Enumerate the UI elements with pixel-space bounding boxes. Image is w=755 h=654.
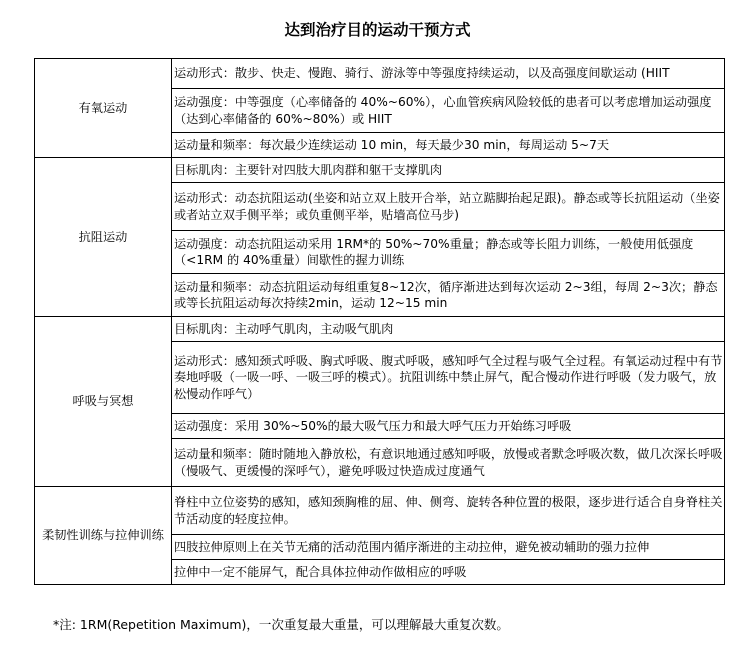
row-text: 运动形式：感知颈式呼吸、胸式呼吸、腹式呼吸，感知呼气全过程与吸气全过程。有氧运动过程中有节奏地呼吸（一吸一呼、一吸三呼的模式）。抗阻训练中禁止屏气，配合慢动作进行呼吸（发力吸气，放松慢动作呼气） xyxy=(172,342,725,414)
table-row xyxy=(35,317,725,342)
table-row xyxy=(35,59,725,89)
table-row xyxy=(35,487,725,535)
row-text: 运动强度：采用 30%~50%的最大吸气压力和最大呼气压力开始练习呼吸 xyxy=(172,414,725,439)
row-text: 脊柱中立位姿势的感知，感知颈胸椎的屈、伸、侧弯、旋转各种位置的极限，逐步进行适合自身脊柱关节活动度的轻度拉伸。 xyxy=(172,487,725,535)
category-cell-flexibility: 柔韧性训练与拉伸训练 xyxy=(35,487,172,585)
row-text: 拉伸中一定不能屏气，配合具体拉伸动作做相应的呼吸 xyxy=(172,560,725,585)
row-text: 目标肌肉：主动呼气肌肉，主动吸气肌肉 xyxy=(172,317,725,342)
footnote: *注: 1RM(Repetition Maximum)，一次重复最大重量，可以理解最大重复次数。 xyxy=(53,617,509,632)
row-text: 四肢拉伸原则上在关节无痛的活动范围内循序渐进的主动拉伸，避免被动辅助的强力拉伸 xyxy=(172,535,725,560)
page-title: 达到治疗目的运动干预方式 xyxy=(284,21,471,39)
exercise-intervention-table xyxy=(34,58,725,585)
row-text: 运动量和频率：动态抗阻运动每组重复8~12次，循序渐进达到每次运动 2~3组，每周 2~3次；静态或等长抗阻运动每次持续2min，运动 12~15 min xyxy=(172,274,725,317)
row-text: 运动形式：散步、快走、慢跑、骑行、游泳等中等强度持续运动，以及高强度间歇运动 (HIIT xyxy=(172,59,725,89)
row-text: 运动量和频率：随时随地入静放松，有意识地通过感知呼吸，放慢或者默念呼吸次数，做几次深长呼吸（慢吸气、更缓慢的深呼气），避免呼吸过快造成过度通气 xyxy=(172,439,725,487)
category-cell-aerobic: 有氧运动 xyxy=(35,59,172,158)
category-cell-breathing: 呼吸与冥想 xyxy=(35,317,172,487)
row-text: 运动强度：中等强度（心率储备的 40%~60%），心血管疾病风险较低的患者可以考虑增加运动强度（达到心率储备的 60%~80%）或 HIIT xyxy=(172,89,725,133)
row-text: 运动量和频率：每次最少连续运动 10 min，每天最少30 min，每周运动 5~7天 xyxy=(172,133,725,158)
table-row xyxy=(35,158,725,183)
row-text: 运动形式：动态抗阻运动(坐姿和站立双上肢开合举，站立踮脚抬起足跟)。静态或等长抗阻运动（坐姿或者站立双手侧平举；或负重侧平举，贴墙高位马步) xyxy=(172,183,725,231)
row-text: 运动强度：动态抗阻运动采用 1RM*的 50%~70%重量；静态或等长阻力训练，一般使用低强度（<1RM 的 40%重量）间歇性的握力训练 xyxy=(172,231,725,274)
row-text: 目标肌肉：主要针对四肢大肌肉群和躯干支撑肌肉 xyxy=(172,158,725,183)
category-cell-resistance: 抗阻运动 xyxy=(35,158,172,317)
